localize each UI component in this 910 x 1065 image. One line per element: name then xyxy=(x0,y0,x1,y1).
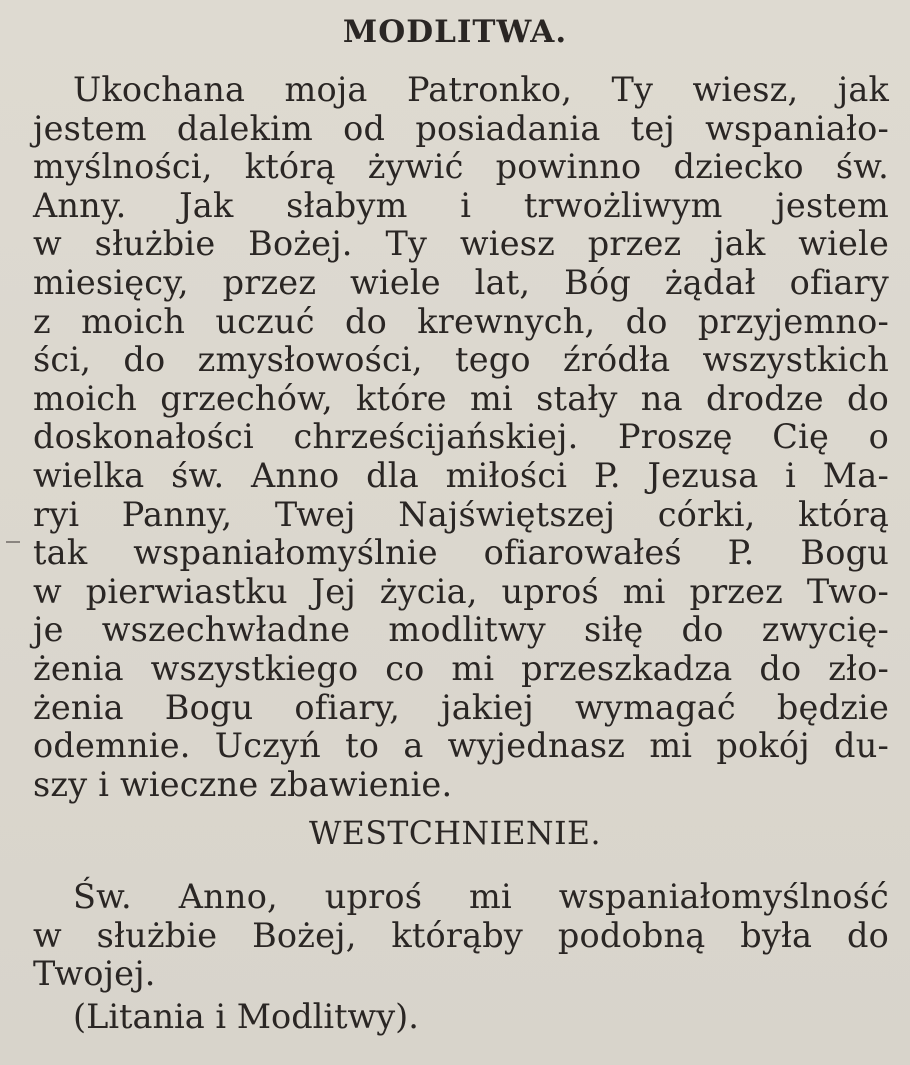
aspiration-line: w służbie Bożej, którąby podobną była do xyxy=(33,915,889,955)
prayer-line: szy i wieczne zbawienie. xyxy=(33,764,453,804)
prayer-line: w służbie Bożej. Ty wiesz przez jak wiele xyxy=(33,224,889,264)
prayer-line: moich grzechów, które mi stały na drodze do xyxy=(33,378,889,418)
prayer-heading: MODLITWA. xyxy=(342,14,568,50)
prayer-line: jestem dalekim od posiadania tej wspaniało- xyxy=(33,108,889,148)
aspiration-line: Twojej. xyxy=(33,954,156,994)
aspiration-text xyxy=(33,878,889,994)
prayer-line: żenia wszystkiego co mi przeszkadza do zło- xyxy=(33,648,889,688)
prayer-line: ści, do zmysłowości, tego źródła wszystkich xyxy=(33,340,889,380)
prayer-text xyxy=(33,71,889,804)
prayer-line: Anny. Jak słabym i trwożliwym jestem xyxy=(33,185,889,225)
prayer-line: doskonałości chrześcijańskiej. Proszę Cię o xyxy=(33,417,889,457)
prayer-line: żenia Bogu ofiary, jakiej wymagać będzie xyxy=(33,687,889,727)
prayer-line: tak wspaniałomyślnie ofiarowałeś P. Bogu xyxy=(33,533,889,573)
aspiration-heading: WESTCHNIENIE. xyxy=(308,816,602,852)
prayer-line: ryi Panny, Twej Najświętszej córki, którą xyxy=(33,494,889,534)
prayer-line: z moich uczuć do krewnych, do przyjemno- xyxy=(33,301,889,341)
source-citation: (Litania i Modlitwy). xyxy=(73,997,419,1036)
prayer-line: je wszechwładne modlitwy siłę do zwycię- xyxy=(33,610,889,650)
prayer-line: wielka św. Anno dla miłości P. Jezusa i Ma- xyxy=(33,455,889,495)
prayer-line: Ukochana moja Patronko, Ty wiesz, jak xyxy=(73,70,889,109)
prayer-line: myślności, którą żywić powinno dziecko św. xyxy=(33,147,889,187)
aspiration-line: Św. Anno, uproś mi wspaniałomyślność xyxy=(73,877,889,916)
prayer-line: w pierwiastku Jej życia, uproś mi przez Two- xyxy=(33,571,889,611)
prayer-line: miesięcy, przez wiele lat, Bóg żądał ofiary xyxy=(33,262,889,302)
margin-dash-mark xyxy=(6,541,20,543)
prayer-line: odemnie. Uczyń to a wyjednasz mi pokój du- xyxy=(33,726,889,766)
